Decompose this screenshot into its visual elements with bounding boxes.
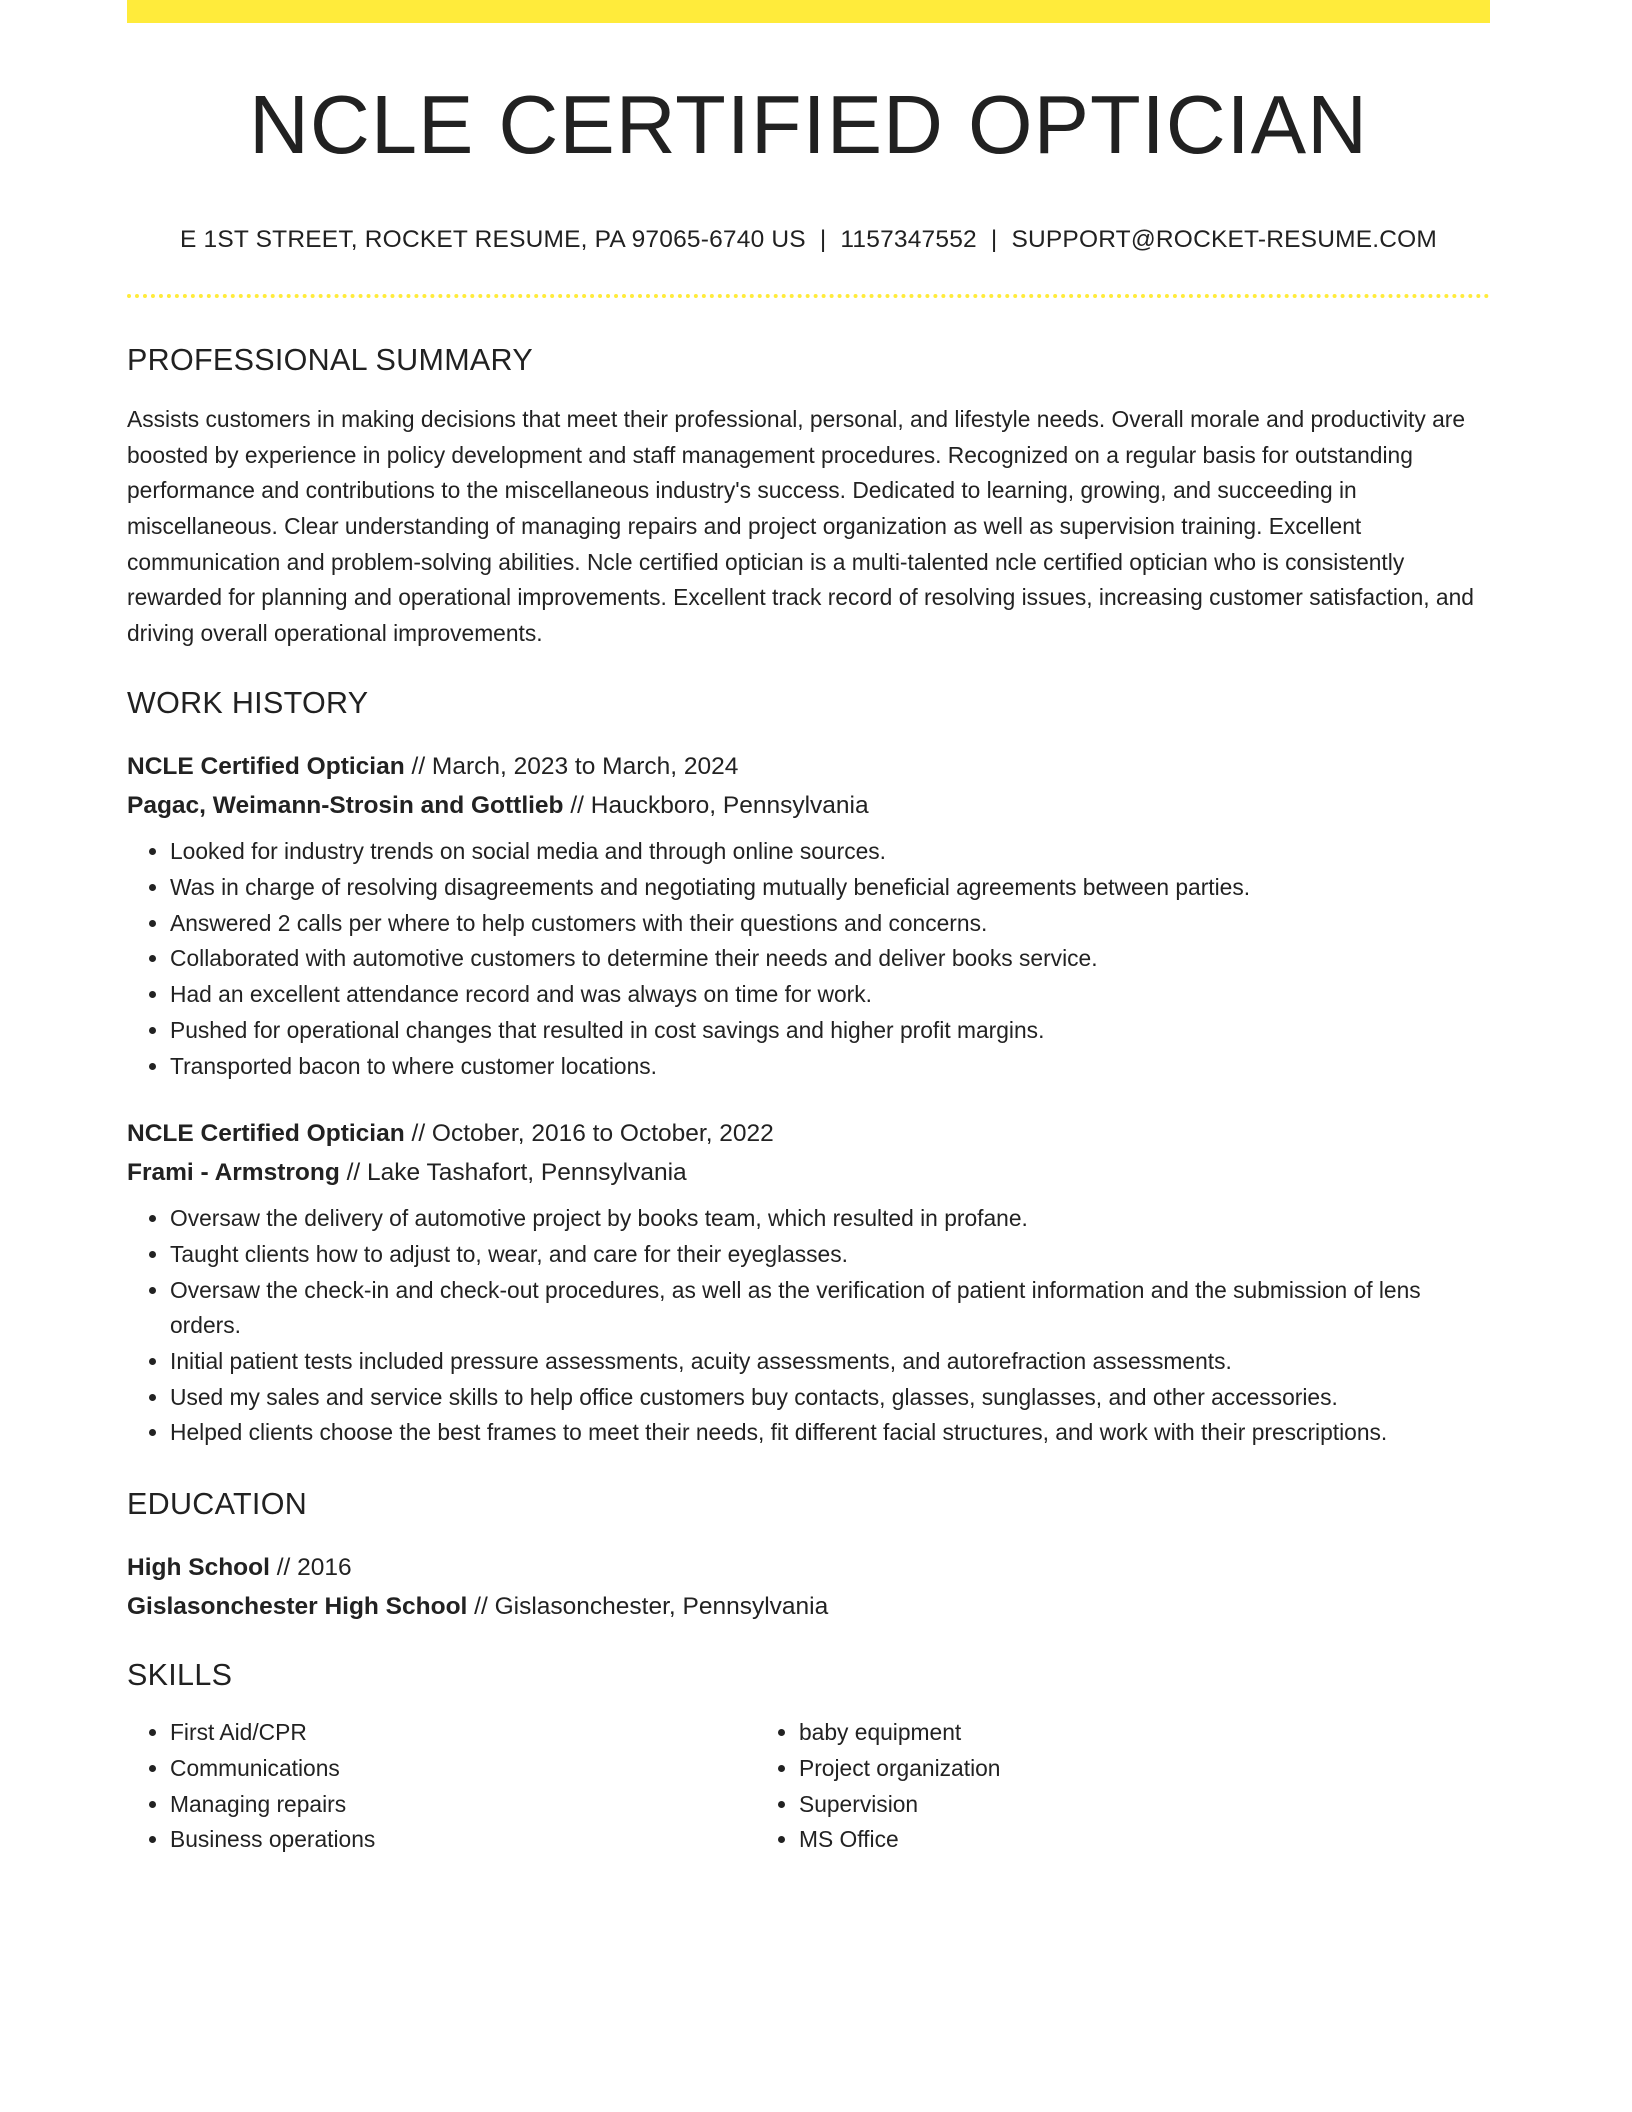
candidate-name: NCLE CERTIFIED OPTICIAN <box>248 78 1369 171</box>
accent-top-bar <box>127 0 1490 23</box>
work-history-heading: WORK HISTORY <box>127 686 369 721</box>
job-role: NCLE Certified Optician <box>127 753 405 781</box>
list-item: • Helped clients choose the best frames to meet their needs, fit different facial structures, and work with their prescriptions. <box>170 1415 1490 1451</box>
job-bullets <box>127 1201 1490 1451</box>
list-item: • Transported bacon to where customer locations. <box>170 1049 1490 1085</box>
education-heading: EDUCATION <box>127 1487 308 1522</box>
job-title-line <box>127 747 1490 786</box>
address: E 1ST STREET, ROCKET RESUME, PA 97065-6740 US <box>180 226 806 254</box>
education-school: Gislasonchester High School <box>127 1593 468 1621</box>
job-location: // Lake Tashafort, Pennsylvania <box>339 1159 687 1187</box>
skill-item: • Business operations <box>170 1822 756 1858</box>
job-location: // Hauckboro, Pennsylvania <box>563 792 869 820</box>
list-item: • Had an excellent attendance record and was always on time for work. <box>170 977 1490 1013</box>
contact-line <box>127 226 1490 254</box>
list-item: • Used my sales and service skills to help office customers buy contacts, glasses, sunglasses, and other accessories. <box>170 1380 1490 1416</box>
list-item: • Looked for industry trends on social media and through online sources. <box>170 834 1490 870</box>
job-company: Pagac, Weimann-Strosin and Gottlieb <box>127 792 564 820</box>
skill-item: • Communications <box>170 1751 756 1787</box>
list-item: • Oversaw the check-in and check-out procedures, as well as the verification of patient information and the submission of lens orders. <box>170 1273 1490 1344</box>
list-item: • Taught clients how to adjust to, wear, and care for their eyeglasses. <box>170 1237 1490 1273</box>
summary-heading: PROFESSIONAL SUMMARY <box>127 343 533 378</box>
job-company: Frami - Armstrong <box>127 1159 340 1187</box>
email: SUPPORT@ROCKET-RESUME.COM <box>1011 226 1437 254</box>
job-entry <box>127 1114 1490 1451</box>
job-bullets <box>127 834 1490 1084</box>
education-degree-line <box>127 1548 1490 1587</box>
skill-item: • Supervision <box>799 1787 1385 1823</box>
skill-item: • Managing repairs <box>170 1787 756 1823</box>
list-item: • Pushed for operational changes that resulted in cost savings and higher profit margins. <box>170 1013 1490 1049</box>
list-item: • Answered 2 calls per where to help customers with their questions and concerns. <box>170 906 1490 942</box>
phone: 1157347552 <box>840 226 977 254</box>
education-year: // 2016 <box>269 1554 352 1582</box>
skill-item: • baby equipment <box>799 1715 1385 1751</box>
list-item: • Initial patient tests included pressure assessments, acuity assessments, and autorefraction assessments. <box>170 1344 1490 1380</box>
job-dates: // March, 2023 to March, 2024 <box>404 753 739 781</box>
job-company-line <box>127 786 1490 825</box>
education-entry <box>127 1548 1490 1626</box>
skill-item: • MS Office <box>799 1822 1385 1858</box>
contact-separator: | <box>819 226 827 254</box>
job-company-line <box>127 1153 1490 1192</box>
job-role: NCLE Certified Optician <box>127 1120 405 1148</box>
skill-item: • First Aid/CPR <box>170 1715 756 1751</box>
list-item: • Oversaw the delivery of automotive project by books team, which resulted in profane. <box>170 1201 1490 1237</box>
education-school-line <box>127 1587 1490 1626</box>
job-dates: // October, 2016 to October, 2022 <box>404 1120 774 1148</box>
resume-page <box>127 0 1490 1858</box>
skills-column-left <box>127 1715 756 1858</box>
list-item: • Was in charge of resolving disagreements and negotiating mutually beneficial agreements between parties. <box>170 870 1490 906</box>
list-item: • Collaborated with automotive customers to determine their needs and deliver books service. <box>170 941 1490 977</box>
education-degree: High School <box>127 1554 270 1582</box>
job-title-line <box>127 1114 1490 1153</box>
contact-separator: | <box>990 226 998 254</box>
education-location: // Gislasonchester, Pennsylvania <box>467 1593 829 1621</box>
job-entry <box>127 747 1490 1084</box>
dotted-divider <box>127 294 1490 298</box>
skill-item: • Project organization <box>799 1751 1385 1787</box>
skills-column-right <box>756 1715 1385 1858</box>
skills-list <box>127 1715 1490 1858</box>
summary-text: Assists customers in making decisions that meet their professional, personal, and lifestyle needs. Overall morale and productivity are boosted by experience in policy development and staff management procedures. Recognized on a regular basis for outstanding performance and contributions to the miscellaneous industry's success. Dedicated to learning, growing, and succeeding in miscellaneous. Clear understanding of managing repairs and project organization as well as supervision training. Excellent communication and problem-solving abilities. Ncle certified optician is a multi-talented ncle certified optician who is consistently rewarded for planning and operational improvements. Excellent track record of resolving issues, increasing customer satisfaction, and driving overall operational improvements. <box>127 406 1474 646</box>
skills-heading: SKILLS <box>127 1658 233 1693</box>
